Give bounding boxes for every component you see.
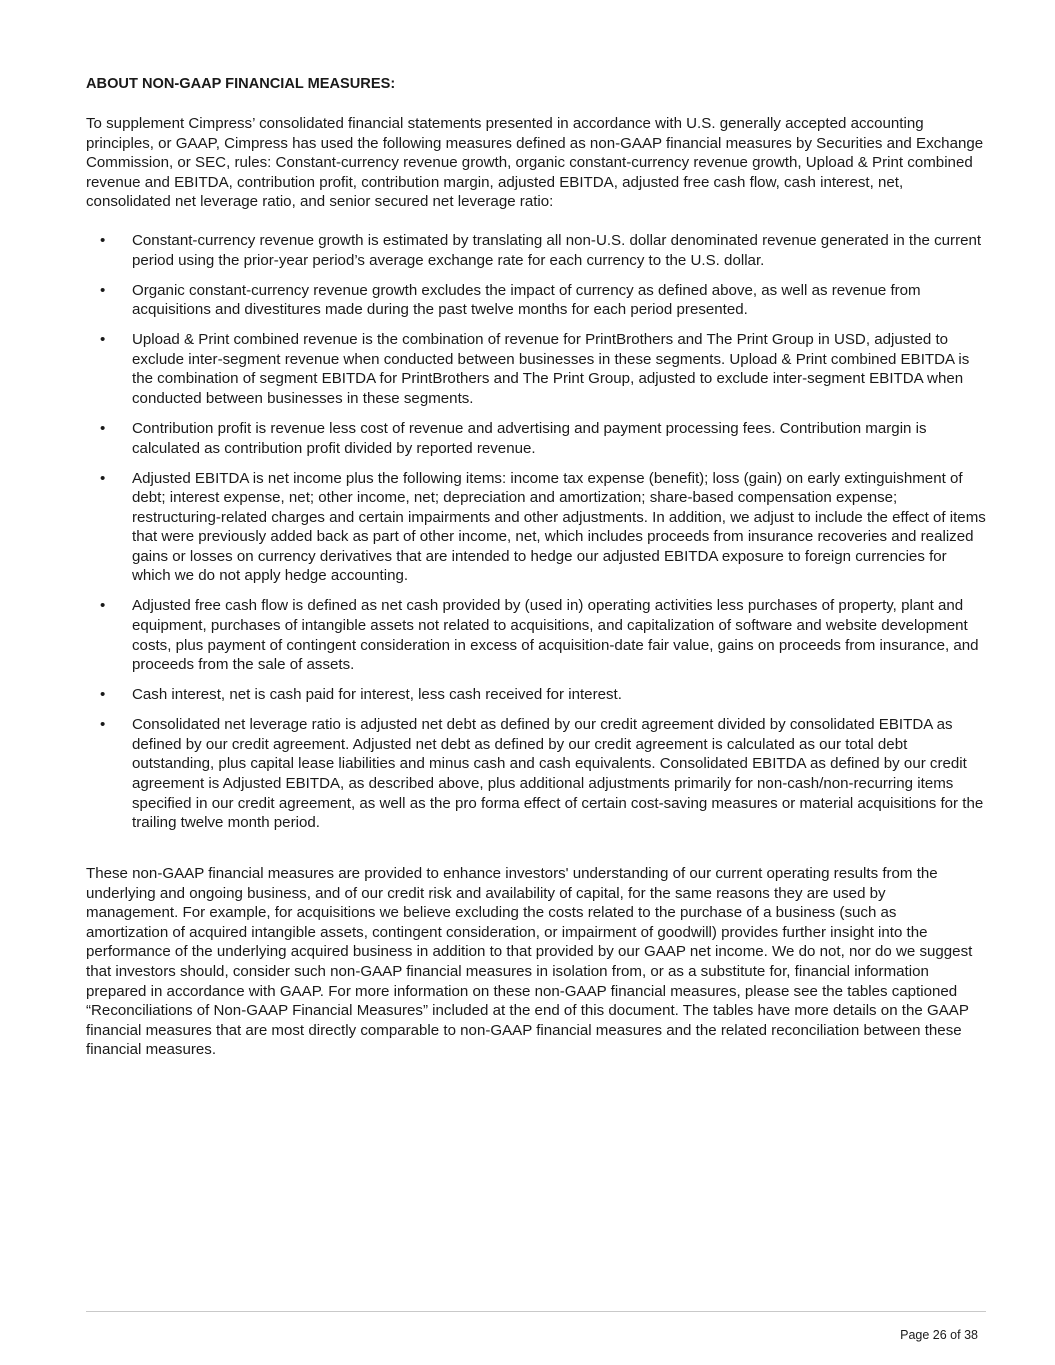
- list-item-text: Adjusted free cash flow is defined as net cash provided by (used in) operating activities less purchases of property, plant and equipment, purchases of intangible assets not related to acquisitions, and capitalization of software and website development costs, plus payment of contingent consideration in excess of acquisition-date fair value, gains on proceeds from insurance, and proceeds from the sale of assets.: [132, 597, 979, 674]
- list-item: [86, 469, 986, 587]
- bullet-marker: •: [100, 469, 106, 487]
- list-item: [86, 596, 986, 674]
- bullet-marker: •: [100, 331, 106, 349]
- measures-list: [86, 231, 986, 843]
- intro-paragraph: To supplement Cimpress’ consolidated financial statements presented in accordance with U.S. generally accepted accounting principles, or GAAP, Cimpress has used the following measures defined as non-GAAP financial measures by Securities and Exchange Commission, or SEC, rules: Constant-currency revenue growth, organic constant-currency revenue growth, Upload & Print combined revenue and EBITDA, contribution profit, contribution margin, adjusted EBITDA, adjusted free cash flow, cash interest, net, consolidated net leverage ratio, and senior secured net leverage ratio:: [86, 115, 984, 211]
- list-item: [86, 330, 986, 408]
- list-item-text: Contribution profit is revenue less cost of revenue and advertising and payment processing fees. Contribution margin is calculated as contribution profit divided by reported revenue.: [132, 419, 927, 457]
- list-item-text: Organic constant-currency revenue growth excludes the impact of currency as defined above, as well as revenue from acquisitions and divestitures made during the past twelve months for each period presented.: [132, 281, 921, 319]
- bullet-marker: •: [100, 419, 106, 437]
- list-item-text: Adjusted EBITDA is net income plus the following items: income tax expense (benefit); loss (gain) on early extinguishment of debt; interest expense, net; other income, net; depreciation and amortization; share-based compensation expense; restructuring-related charges and certain impairments and other adjustments. In addition, we adjust to include the effect of items that were previously added back as part of other income, net, which includes proceeds from insurance recoveries and realized gains or losses on currency derivatives that are intended to hedge our adjusted EBITDA exposure to foreign currencies for which we do not apply hedge accounting.: [132, 469, 986, 585]
- footer-divider: [86, 1311, 986, 1312]
- list-item-text: Constant-currency revenue growth is estimated by translating all non-U.S. dollar denominated revenue generated in the current period using the prior-year period’s average exchange rate for each currency to the U.S. dollar.: [132, 232, 982, 269]
- list-item: [86, 419, 986, 458]
- closing-paragraph: These non-GAAP financial measures are provided to enhance investors' understanding of our current operating results from the underlying and ongoing business, and of our credit risk and availability of capital, for the same reasons they are used by management. For example, for acquisitions we believe excluding the costs related to the purchase of a business (such as amortization of acquired intangible assets, contingent consideration, or impairment of goodwill) provides further insight into the performance of the underlying acquired business in addition to that provided by our GAAP net income. We do not, nor do we suggest that investors should, consider such non-GAAP financial measures in isolation from, or as a substitute for, financial information prepared in accordance with GAAP. For more information on these non-GAAP financial measures, please see the tables captioned “Reconciliations of Non-GAAP Financial Measures” included at the end of this document. The tables have more details on the GAAP financial measures that are most directly comparable to non-GAAP financial measures and the related reconciliation between these financial measures.: [86, 865, 973, 1059]
- page-number: Page 26 of 38: [900, 1328, 978, 1342]
- bullet-marker: •: [100, 281, 106, 299]
- list-item: [86, 231, 986, 270]
- bullet-marker: •: [100, 716, 106, 734]
- list-item: [86, 281, 986, 320]
- bullet-marker: •: [100, 232, 106, 249]
- section-heading: ABOUT NON-GAAP FINANCIAL MEASURES:: [86, 76, 396, 92]
- list-item: [86, 685, 986, 705]
- list-item: [86, 715, 986, 833]
- list-item-text: Consolidated net leverage ratio is adjusted net debt as defined by our credit agreement divided by consolidated EBITDA as defined by our credit agreement. Adjusted net debt as defined by our credit agreement is calculated as our total debt outstanding, plus capital lease liabilities and minus cash and cash equivalents. Consolidated EBITDA as defined by our credit agreement is Adjusted EBITDA, as described above, plus additional adjustments primarily for non-cash/non-recurring items specified in our credit agreement, as well as the pro forma effect of certain cost-saving measures or material acquisitions for the trailing twelve month period.: [132, 716, 984, 832]
- list-item-text: Upload & Print combined revenue is the combination of revenue for PrintBrothers and The Print Group in USD, adjusted to exclude inter-segment revenue when conducted between businesses in these segments. Upload & Print combined EBITDA is the combination of segment EBITDA for PrintBrothers and The Print Group, adjusted to exclude inter-segment EBITDA when conducted between businesses in these segments.: [132, 331, 970, 407]
- bullet-marker: •: [100, 686, 106, 704]
- bullet-marker: •: [100, 597, 106, 615]
- list-item-text: Cash interest, net is cash paid for interest, less cash received for interest.: [132, 686, 622, 704]
